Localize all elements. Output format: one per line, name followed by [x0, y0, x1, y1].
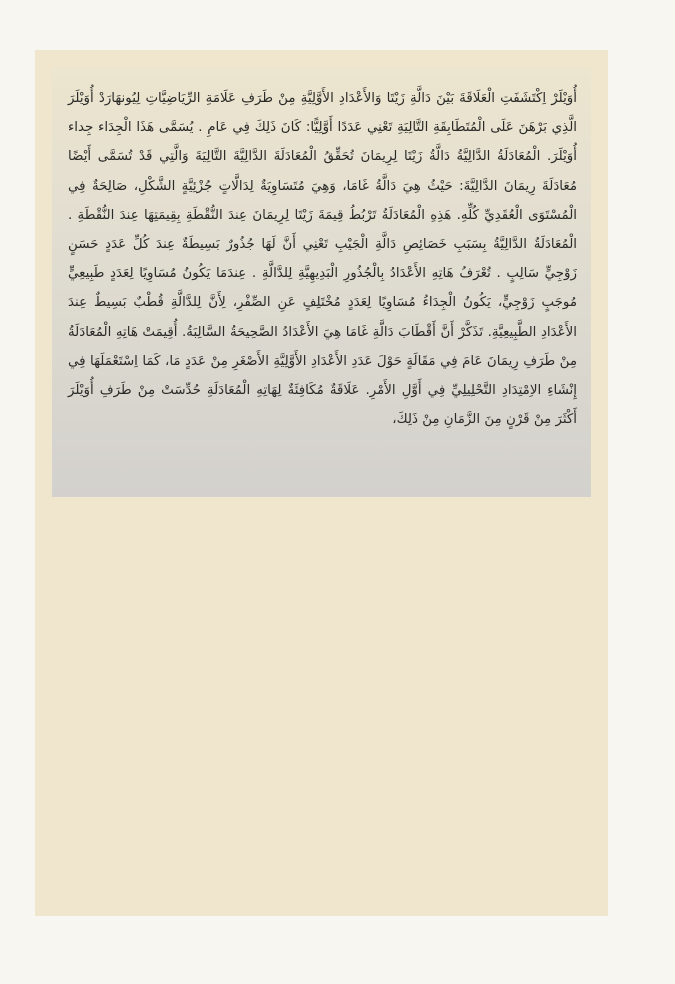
text-panel [52, 68, 591, 497]
body-paragraph: أُوَيْلَرْ اِكْتَشَفَتِ الْعَلَاقَةَ بَيْنَ دَالَّةِ زَيْتَا وَالأَعْدَادِ الأَوَّلِيَّةِ مِنْ طَرَفِ عَلَامَةِ الرِّيَاضِيَّاتِ لِيُونهَارَدْ أُوَيْلَرَ الَّذِي بَرْهَنَ عَلَى الْمُتَطَابِقَةِ التَّالِيَةِ تَعْنِي عَدَدًا أَوَّلِيًّا: كَانَ ذَلِكَ فِي عَامِ . يُسَمَّى هَذَا الْجِدَاء جِداء أُوَيْلَرَ. الْمُعَادَلَةُ الدَّالِيَّةُ دَالَّةُ زَيْتَا لِرِيمَانَ تُحَقِّقُ الْمُعَادَلَةَ الدَّالِيَّةَ التَّالِيَةَ وَالَّتِي قَدْ تُسَمَّى أَيْضًا مُعَادَلَةَ رِيمَانَ الدَّالِيَّةَ: حَيْثُ هِيَ دَالَّةُ غَامَا، وَهِيَ مُتَسَاوِيَةٌ لِدَالَّاتٍ جُزْئِيَّةٍ الشَّكْلِ، صَالِحَةٌ فِي الْمُسْتَوَى الْعُقَدِيِّ كُلِّهِ. هَذِهِ الْمُعَادَلَةُ تَرْبُطُ قِيمَةَ زَيْتَا لِرِيمَانَ عِندَ النُّقْطَةِ بِقِيمَتِهَا عِندَ النُّقْطَةِ . الْمُعَادَلَةُ الدَّالِيَّةُ بِسَبَبِ خَصَائِصِ دَالَّةِ الْجَيْبِ تَعْنِي أَنَّ لَهَا جُذُورٌ بَسِيطَةٌ عِندَ كُلِّ عَدَدٍ حَسَنٍ زَوْجِيٍّ سَالِبٍ . تُعْرَفُ هَاتِهِ الأَعْدَادُ بِالْجُذُورِ الْبَدِيهِيَّةِ لِلدَّالَّةِ . عِندَمَا يَكُونُ مُسَاوِيًا لِعَدَدٍ طَبِيعِيٍّ مُوجَبٍ زَوْجِيٍّ، يَكُونُ الْجِدَاءُ مُسَاوِيًا لِعَدَدٍ مُخْتَلِفٍ عَنِ الصِّفْرِ، لِأَنَّ لِلدَّالَّةِ قُطْبٌ بَسِيطٌ عِندَ الأَعْدَادِ الطَّبِيعِيَّةِ. تَذَكَّرْ أَنَّ أَقْطَابَ دَالَّةِ غَامَا هِيَ الأَعْدَادُ الصَّحِيحَةُ السَّالِبَةُ. أُقِيمَتْ هَاتِهِ الْمُعَادَلَةُ مِنْ طَرَفِ رِيمَانَ عَامَ فِي مَقَالَةٍ حَوْلَ عَدَدِ الأَعْدَادِ الأَوَّلِيَّةِ الأَصْغَرِ مِنْ عَدَدٍ مَا، كَمَا اِسْتَعْمَلَهَا فِي إِنْشَاءِ الاِمْتِدَادِ التَّحْلِيلِيِّ فِي أَوَّلِ الأَمْرِ. عَلَاقَةٌ مُكَافِئَةٌ لِهَاتِهِ الْمُعَادَلَةِ حُدِّسَتْ مِنْ طَرَفِ أُوَيْلَرَ أَكْثَرَ مِنْ قَرْنٍ مِنَ الزَّمَانِ مِنْ ذَلِكَ، [68, 91, 577, 428]
